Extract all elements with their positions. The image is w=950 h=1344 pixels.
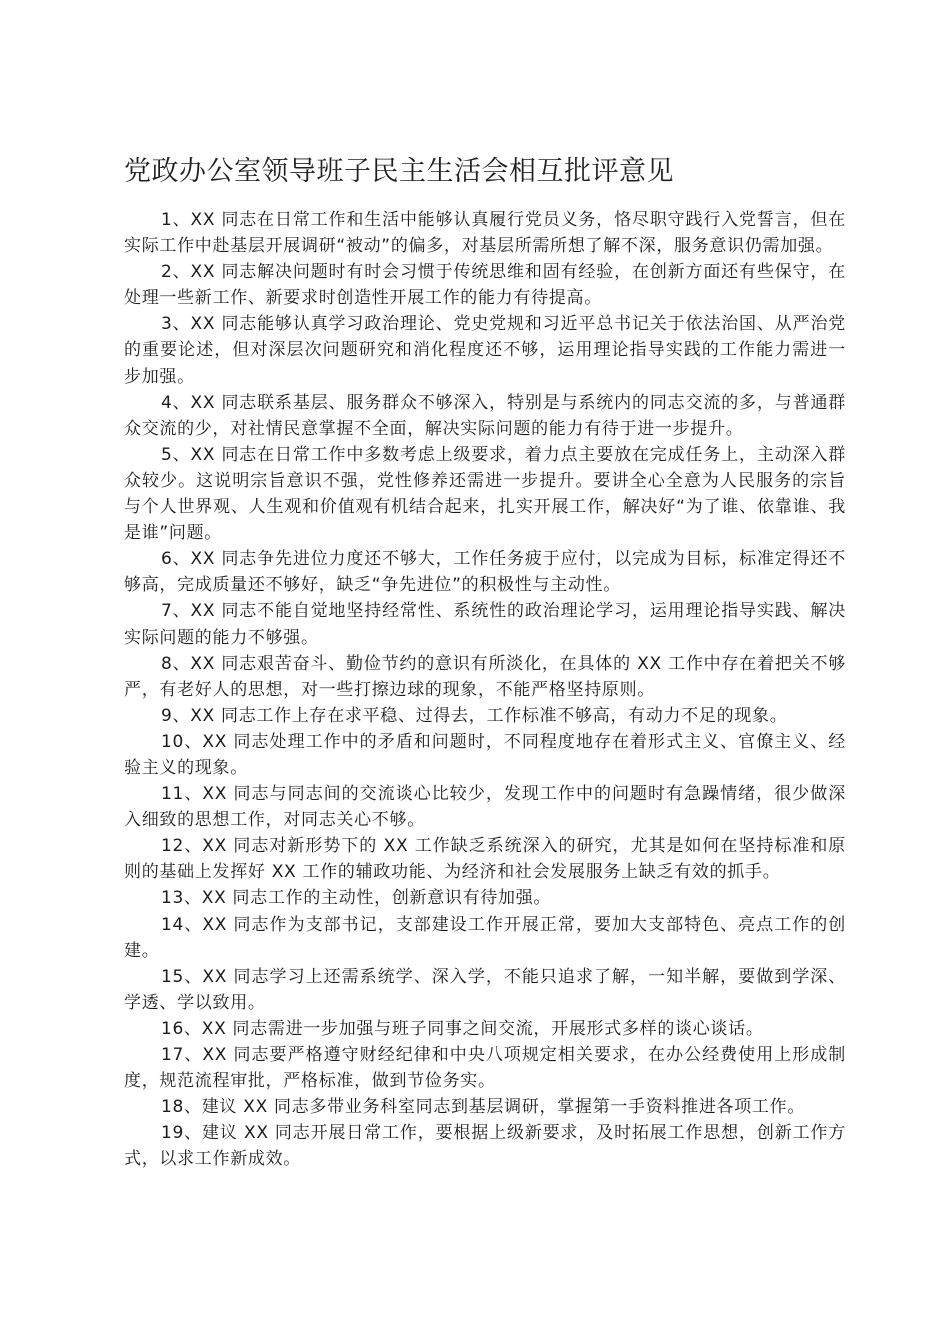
paragraph-11: 11、XX 同志与同志间的交流谈心比较少，发现工作中的问题时有急躁情绪，很少做深入细致的思想工作，对同志关心不够。 [124,784,846,831]
paragraph-2: 2、XX 同志解决问题时有时会习惯于传统思维和固有经验，在创新方面还有些保守，在处理一些新工作、新要求时创造性开展工作的能力有待提高。 [124,262,846,309]
paragraph-18: 18、建议 XX 同志多带业务科室同志到基层调研，掌握第一手资料推进各项工作。 [161,1097,806,1118]
paragraph-12: 12、XX 同志对新形势下的 XX 工作缺乏系统深入的研究，尤其是如何在坚持标准和原则的基础上发挥好 XX 工作的辅政功能、为经济和社会发展服务上缺乏有效的抓手。 [124,836,846,883]
paragraph-10: 10、XX 同志处理工作中的矛盾和问题时，不同程度地存在着形式主义、官僚主义、经验主义的现象。 [124,731,846,778]
paragraph-16: 16、XX 同志需进一步加强与班子同事之间交流，开展形式多样的谈心谈话。 [161,1018,764,1039]
paragraph-19: 19、建议 XX 同志开展日常工作，要根据上级新要求，及时拓展工作思想，创新工作方式，以求工作新成效。 [124,1123,846,1170]
paragraph-13: 13、XX 同志工作的主动性，创新意识有待加强。 [161,888,552,909]
paragraph-7: 7、XX 同志不能自觉地坚持经常性、系统性的政治理论学习，运用理论指导实践、解决实际问题的能力不够强。 [124,601,846,648]
paragraph-6: 6、XX 同志争先进位力度还不够大，工作任务疲于应付，以完成为目标，标准定得还不够高，完成质量还不够好，缺乏“争先进位”的积极性与主动性。 [124,549,846,596]
paragraph-8: 8、XX 同志艰苦奋斗、勤俭节约的意识有所淡化，在具体的 XX 工作中存在着把关不够严，有老好人的思想，对一些打擦边球的现象，不能严格坚持原则。 [124,653,846,700]
document-title: 党政办公室领导班子民主生活会相互批评意见 [124,156,674,187]
paragraph-3: 3、XX 同志能够认真学习政治理论、党史党规和习近平总书记关于依法治国、从严治党的重要论述，但对深层次问题研究和消化程度还不够，运用理论指导实践的工作能力需进一步加强。 [124,314,846,387]
paragraph-14: 14、XX 同志作为支部书记，支部建设工作开展正常，要加大支部特色、亮点工作的创建。 [124,914,846,961]
paragraph-15: 15、XX 同志学习上还需系统学、深入学，不能只追求了解，一知半解，要做到学深、学透、学以致用。 [124,966,846,1013]
document-body [124,207,846,1172]
paragraph-1: 1、XX 同志在日常工作和生活中能够认真履行党员义务，恪尽职守践行入党誓言，但在实际工作中赴基层开展调研“被动”的偏多，对基层所需所想了解不深，服务意识仍需加强。 [124,210,846,257]
paragraph-17: 17、XX 同志要严格遵守财经纪律和中央八项规定相关要求，在办公经费使用上形成制度，规范流程审批，严格标准，做到节俭务实。 [124,1045,846,1092]
paragraph-9: 9、XX 同志工作上存在求平稳、过得去，工作标准不够高，有动力不足的现象。 [161,705,788,726]
paragraph-5: 5、XX 同志在日常工作中多数考虑上级要求，着力点主要放在完成任务上，主动深入群众较少。这说明宗旨意识不强，党性修养还需进一步提升。要讲全心全意为人民服务的宗旨与个人世界观、人生观和价值观有机结合起来，扎实开展工作，解决好“为了谁、依靠谁、我是谁”问题。 [124,444,846,544]
paragraph-4: 4、XX 同志联系基层、服务群众不够深入，特别是与系统内的同志交流的多，与普通群众交流的少，对社情民意掌握不全面，解决实际问题的能力有待于进一步提升。 [124,392,846,439]
